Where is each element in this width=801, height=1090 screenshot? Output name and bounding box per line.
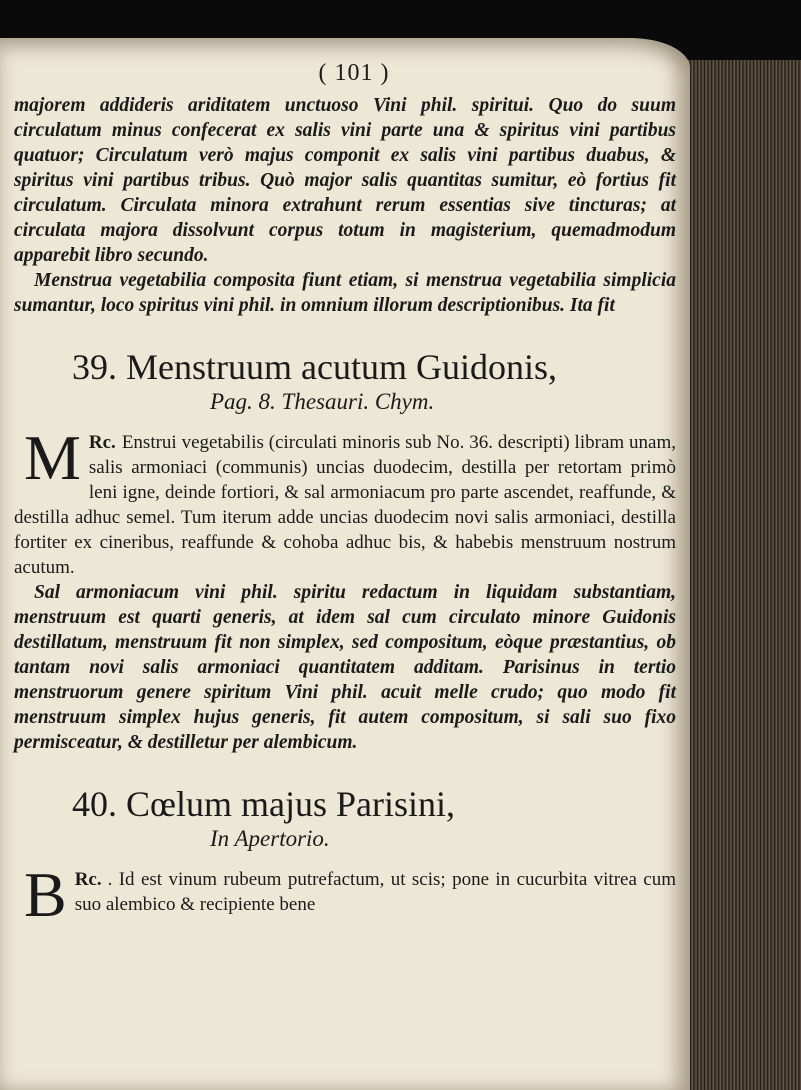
section-39-heading: 39. Menstruum acutum Guidonis, [72, 347, 557, 387]
drop-cap-b: B [24, 859, 67, 930]
recipe-symbol: Rc. [88, 432, 116, 453]
section-40-heading: 40. Cœlum majus Parisini, [72, 784, 456, 824]
section-40-body: . Id est vinum rubeum putrefactum, ut scis; pone in cucurbita vitrea cum suo alembico & recipiente bene [74, 869, 676, 915]
page-number: ( 101 ) [318, 60, 390, 86]
section-40-recipe [14, 859, 676, 930]
section-39-recipe [14, 422, 676, 580]
section-40-subheading: In Apertorio. [210, 826, 330, 851]
section-39-body: Enstrui vegetabilis (circulati minoris sub No. 36. descripti) libram unam, salis armoniaci (communis) uncias duodecim, destilla per retortam primò leni igne, deinde fortiori, & sal armoniacum pro parte ascendet, reaffunde, & destilla adhuc semel. Tum iterum adde uncias duodecim novi salis armoniaci, destilla fortiter ex cineribus, reaffunde & cohoba adhuc bis, & habebis menstruum nostrum acutum. [14, 432, 676, 578]
recipe-symbol: Rc. [74, 869, 102, 890]
paragraph-2: Menstrua vegetabilia composita fiunt etiam, si menstrua vegetabilia simplicia sumantur, loco spiritus vini phil. in omnium illorum descriptionibus. Ita fit [14, 270, 676, 316]
page-text [14, 48, 676, 930]
paragraph-1: majorem addideris ariditatem unctuoso Vini phil. spiritui. Quo do suum circulatum minus confecerat ex salis vini parte una & spiritus vini partibus quatuor; Circulatum verò majus componit ex salis vini partibus duabus, & spiritus vini partibus tribus. Quò major salis quantitas sumitur, eò fortius fit circulatum. Circulata minora extrahunt rerum essentias sive tincturas; at circulata majora dissolvunt corpus totum in magisterium, quemadmodum apparebit libro secundo. [14, 95, 676, 266]
drop-cap-m: M [24, 422, 81, 493]
section-39-subheading: Pag. 8. Thesauri. Chym. [210, 389, 435, 414]
section-39-note: Sal armoniacum vini phil. spiritu redactum in liquidam substantiam, menstruum est quarti generis, at idem sal cum circulato minore Guidonis destillatum, menstruum fit non simplex, sed compositum, eòque præstantius, ob tantam novi salis armoniaci quantitatem additam. Parisinus in tertio menstruorum genere spiritum Vini phil. acuit melle crudo; quo modo fit menstruum simplex hujus generis, fit autem compositum, si sali suo fixo permisceatur, & destilletur per alembicum. [14, 582, 676, 753]
